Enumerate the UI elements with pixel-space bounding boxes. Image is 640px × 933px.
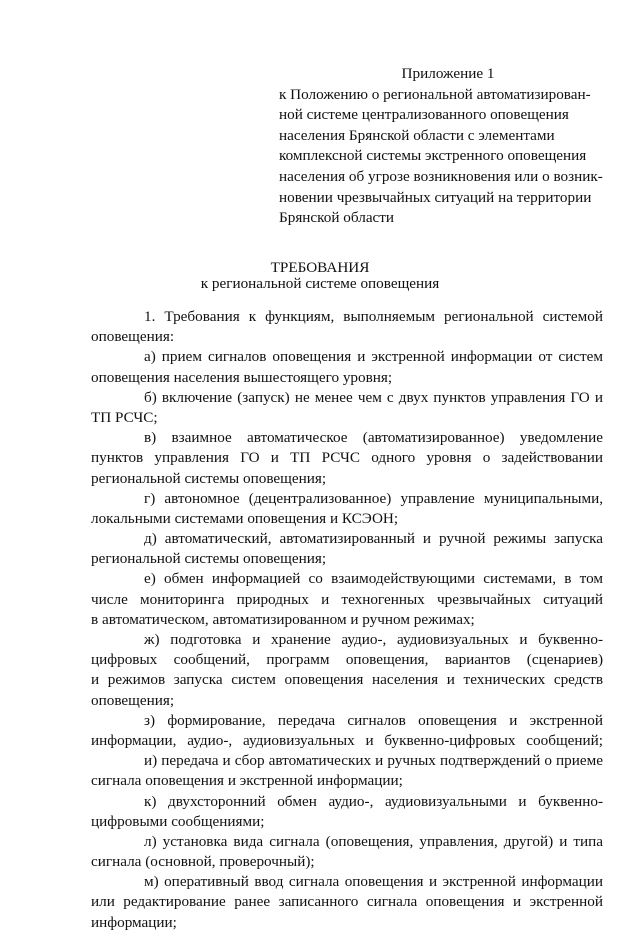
body-line: цифровыми сообщениями; bbox=[91, 812, 265, 830]
appendix-block bbox=[279, 64, 609, 229]
body-line: к) двухсторонний обмен аудио-, аудиовизуальными и буквенно- bbox=[144, 792, 603, 810]
body-line: г) автономное (децентрализованное) управление муниципальными, bbox=[144, 489, 603, 507]
body-line: сигнала (основной, проверочный); bbox=[91, 853, 315, 871]
body-line: числе мониторинга природных и техногенных чрезвычайных ситуаций bbox=[91, 590, 603, 608]
body-line: информации; bbox=[91, 913, 177, 931]
appendix-line: населения об угрозе возникновения или о возник- bbox=[279, 167, 603, 185]
appendix-line: к Положению о региональной автоматизирован- bbox=[279, 85, 591, 103]
body-line: в) взаимное автоматическое (автоматизированное) уведомление bbox=[144, 429, 603, 447]
body-line: цифровых сообщений, программ оповещения, вариантов (сценариев) bbox=[91, 651, 603, 669]
body-line: региональной системы оповещения; bbox=[91, 550, 327, 568]
document-title: ТРЕБОВАНИЯ bbox=[270, 259, 370, 276]
appendix-line: ной системе централизованного оповещения bbox=[279, 106, 569, 124]
body-line: пунктов управления ГО и ТП РСЧС одного уровня о задействовании bbox=[91, 449, 603, 467]
body-line: сигнала оповещения и экстренной информации; bbox=[91, 772, 403, 790]
body-line: ТП РСЧС; bbox=[91, 408, 158, 426]
requirements-body bbox=[91, 307, 603, 933]
appendix-line: Брянской области bbox=[279, 209, 395, 227]
body-line: региональной системы оповещения; bbox=[91, 469, 327, 487]
body-line: оповещения населения вышестоящего уровня; bbox=[91, 368, 393, 386]
body-line: б) включение (запуск) не менее чем с двух пунктов управления ГО и bbox=[144, 388, 603, 406]
body-line: оповещения: bbox=[91, 328, 175, 346]
appendix-line: комплексной системы экстренного оповещения bbox=[279, 147, 587, 165]
body-line: м) оперативный ввод сигнала оповещения и экстренной информации bbox=[144, 873, 603, 891]
body-line: л) установка вида сигнала (оповещения, управления, другой) и типа bbox=[144, 832, 603, 850]
body-line: ж) подготовка и хранение аудио-, аудиовизуальных и буквенно- bbox=[144, 631, 603, 648]
body-line: е) обмен информацией со взаимодействующими системами, в том bbox=[144, 570, 603, 588]
body-line: д) автоматический, автоматизированный и ручной режимы запуска bbox=[144, 530, 603, 548]
body-line: и) передача и сбор автоматических и ручных подтверждений о приеме bbox=[144, 752, 603, 770]
body-line: и режимов запуска систем оповещения населения и технических средств bbox=[91, 671, 603, 689]
body-line: или редактирование ранее записанного сигнала оповещения и экстренной bbox=[91, 893, 603, 911]
body-line: а) прием сигналов оповещения и экстренной информации от систем bbox=[144, 348, 603, 366]
body-line: з) формирование, передача сигналов оповещения и экстренной bbox=[144, 711, 603, 729]
body-line: 1. Требования к функциям, выполняемым региональной системой bbox=[144, 308, 603, 325]
document-subtitle: к региональной системе оповещения bbox=[200, 275, 440, 292]
appendix-title: Приложение 1 bbox=[401, 65, 495, 82]
body-line: в автоматическом, автоматизированном и ручном режимах; bbox=[91, 610, 475, 628]
appendix-line: новении чрезвычайных ситуаций на территории bbox=[279, 188, 592, 206]
body-line: оповещения; bbox=[91, 691, 175, 709]
body-line: информации, аудио-, аудиовизуальных и буквенно-цифровых сообщений; bbox=[91, 731, 603, 749]
body-line: локальными системами оповещения и КСЭОН; bbox=[91, 509, 399, 527]
appendix-line: населения Брянской области с элементами bbox=[279, 126, 555, 144]
